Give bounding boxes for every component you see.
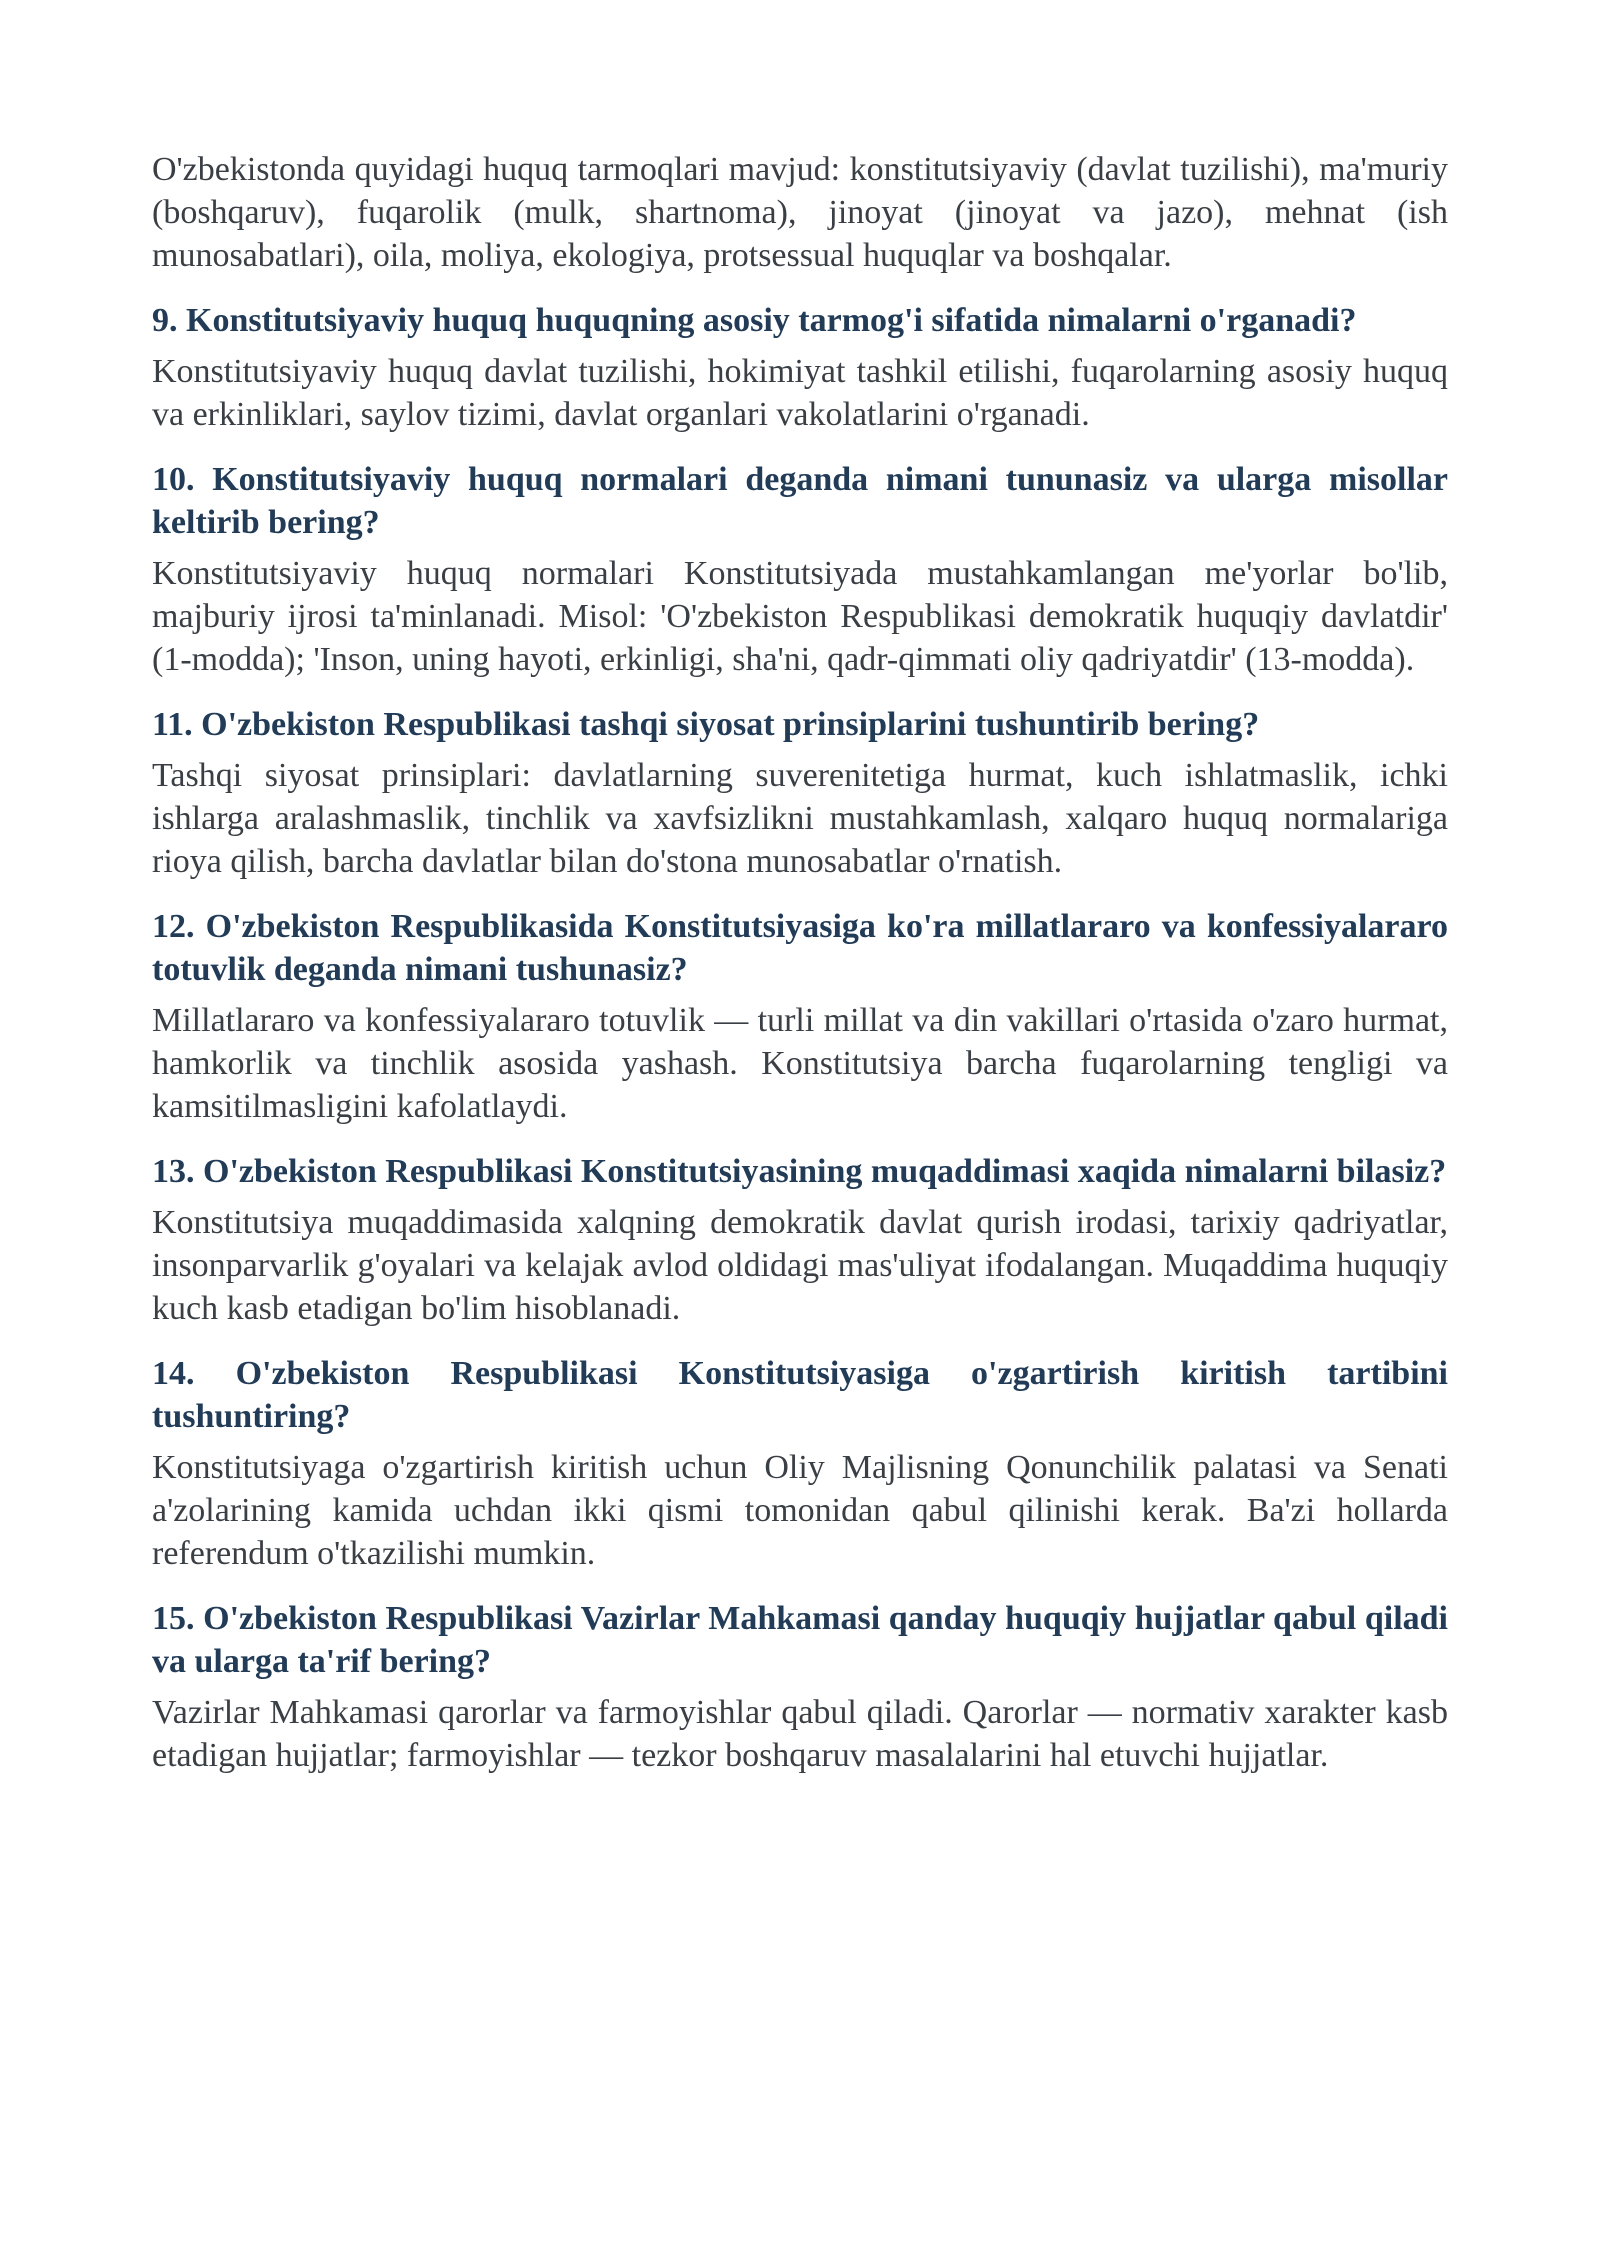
answer-paragraph: Millatlararo va konfessiyalararo totuvlik — turli millat va din vakillari o'rtasida o'zaro hurmat, hamkorlik va tinchlik asosida yashash. Konstitutsiya barcha fuqarolarning tengligi va kamsitilmasligini kafolatlaydi. — [152, 1002, 1448, 1125]
qa-item-13 — [152, 1150, 1448, 1330]
question-heading: 10. Konstitutsiyaviy huquq normalari deganda nimani tununasiz va ularga misollar keltirib bering? — [152, 461, 1448, 541]
qa-item-14 — [152, 1352, 1448, 1575]
question-heading: 11. O'zbekiston Respublikasi tashqi siyosat prinsiplarini tushuntirib bering? — [152, 706, 1260, 743]
answer-paragraph: Konstitutsiyaga o'zgartirish kiritish uchun Oliy Majlisning Qonunchilik palatasi va Senati a'zolarining kamida uchdan ikki qismi tomonidan qabul qilinishi kerak. Ba'zi hollarda referendum o'tkazilishi mumkin. — [152, 1449, 1448, 1572]
qa-item-11 — [152, 703, 1448, 883]
question-heading: 14. O'zbekiston Respublikasi Konstitutsiyasiga o'zgartirish kiritish tartibini tushuntiring? — [152, 1355, 1448, 1435]
answer-paragraph: Konstitutsiyaviy huquq normalari Konstitutsiyada mustahkamlangan me'yorlar bo'lib, majburiy ijrosi ta'minlanadi. Misol: 'O'zbekiston Respublikasi demokratik huquqiy davlatdir' (1-modda); 'Inson, uning hayoti, erkinligi, sha'ni, qadr-qimmati oliy qadriyatdir' (13-modda). — [152, 555, 1448, 678]
question-heading: 13. O'zbekiston Respublikasi Konstitutsiyasining muqaddimasi xaqida nimalarni bilasiz? — [152, 1153, 1447, 1190]
qa-item-9 — [152, 299, 1448, 436]
qa-item-15 — [152, 1597, 1448, 1777]
intro-paragraph: O'zbekistonda quyidagi huquq tarmoqlari mavjud: konstitutsiyaviy (davlat tuzilishi), ma'muriy (boshqaruv), fuqarolik (mulk, shartnoma), jinoyat (jinoyat va jazo), mehnat (ish munosabatlari), oila, moliya, ekologiya, protsessual huquqlar va boshqalar. — [152, 151, 1448, 274]
question-heading: 15. O'zbekiston Respublikasi Vazirlar Mahkamasi qanday huquqiy hujjatlar qabul qiladi va ularga ta'rif bering? — [152, 1600, 1448, 1680]
qa-item-12 — [152, 905, 1448, 1128]
question-heading: 9. Konstitutsiyaviy huquq huquqning asosiy tarmog'i sifatida nimalarni o'rganadi? — [152, 302, 1357, 339]
document-page — [152, 148, 1448, 1799]
answer-paragraph: Vazirlar Mahkamasi qarorlar va farmoyishlar qabul qiladi. Qarorlar — normativ xarakter kasb etadigan hujjatlar; farmoyishlar — tezkor boshqaruv masalalarini hal etuvchi hujjatlar. — [152, 1694, 1448, 1774]
qa-item-10 — [152, 458, 1448, 681]
question-heading: 12. O'zbekiston Respublikasida Konstitutsiyasiga ko'ra millatlararo va konfessiyalararo totuvlik deganda nimani tushunasiz? — [152, 908, 1448, 988]
answer-paragraph: Konstitutsiya muqaddimasida xalqning demokratik davlat qurish irodasi, tarixiy qadriyatlar, insonparvarlik g'oyalari va kelajak avlod oldidagi mas'uliyat ifodalangan. Muqaddima huquqiy kuch kasb etadigan bo'lim hisoblanadi. — [152, 1204, 1448, 1327]
answer-paragraph: Konstitutsiyaviy huquq davlat tuzilishi, hokimiyat tashkil etilishi, fuqarolarning asosiy huquq va erkinliklari, saylov tizimi, davlat organlari vakolatlarini o'rganadi. — [152, 353, 1448, 433]
answer-paragraph: Tashqi siyosat prinsiplari: davlatlarning suverenitetiga hurmat, kuch ishlatmaslik, ichki ishlarga aralashmaslik, tinchlik va xavfsizlikni mustahkamlash, xalqaro huquq normalariga rioya qilish, barcha davlatlar bilan do'stona munosabatlar o'rnatish. — [152, 757, 1448, 880]
